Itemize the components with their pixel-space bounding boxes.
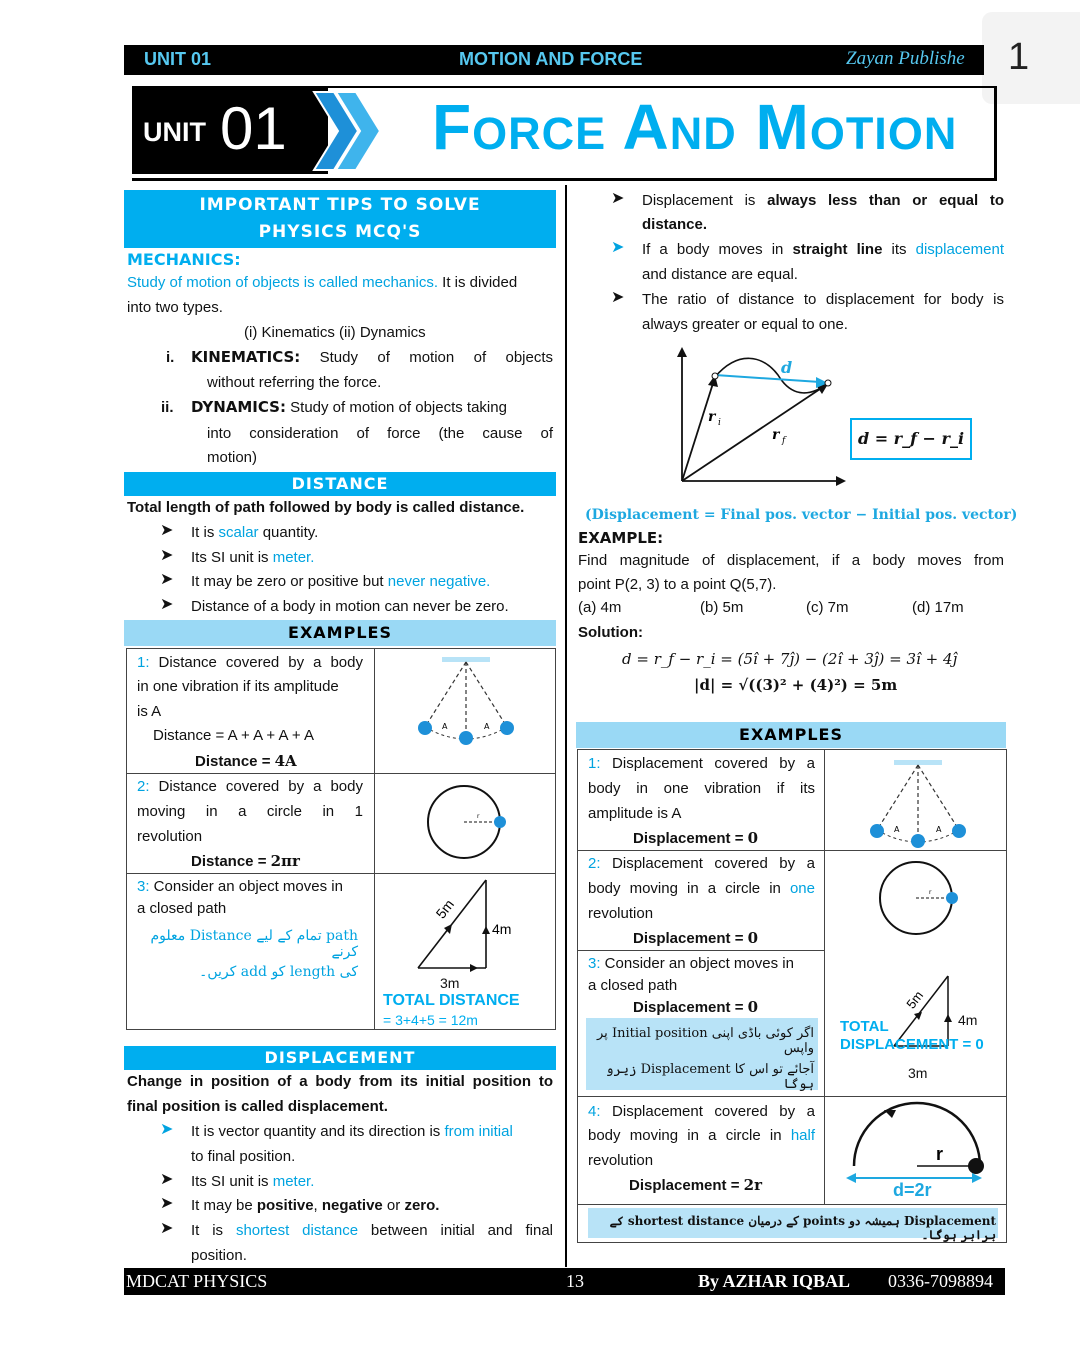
amp-label: A	[936, 825, 942, 834]
solution-line-2: |d| = √((3)² + (4)²) = 5m	[694, 676, 898, 694]
disp-ex2-line2	[588, 876, 815, 901]
example-question-2: point P(2, 3) to a point Q(5,7).	[578, 576, 777, 593]
tips-heading-line1: IMPORTANT TIPS TO SOLVE	[199, 195, 481, 215]
dynamics-line2: into consideration of force (the cause of	[207, 425, 553, 442]
disp-ex4-line1	[588, 1099, 815, 1124]
dist-ex3-line2: a closed path	[137, 900, 227, 917]
vec-rf-sub: f	[782, 436, 786, 446]
disp-ex3-urdu1: اگر کوئی باڈی اپنی Initial position پر واپس	[597, 1026, 814, 1056]
banner-chevrons-icon	[312, 90, 384, 172]
bullet-icon: ➤	[160, 1119, 174, 1138]
tri-hyp: 5m	[903, 987, 927, 1012]
disp-ex3-base: 3m	[908, 1065, 928, 1081]
distance-bullet-2	[191, 545, 314, 570]
disp-ex3-num: 3:	[588, 955, 601, 972]
dist-ex1-ans-value: 4A	[274, 752, 297, 770]
displacement-examples-heading: EXAMPLES	[576, 722, 1006, 748]
disp-b3-b3: zero.	[404, 1197, 440, 1214]
disp-ex2-line3: revolution	[588, 905, 654, 922]
displacement-heading: DISPLACEMENT	[124, 1046, 556, 1070]
disp-ex3-urdu2: آجائے تو اس کا Displacement زیرو ہوگا	[605, 1062, 814, 1092]
rb2-a: If a body moves in	[642, 241, 793, 258]
distance-bullet-4: Distance of a body in motion can never be zero.	[191, 598, 509, 615]
disp-b4-b: between initial and final	[358, 1222, 553, 1239]
dynamics-line1	[191, 395, 553, 420]
page-number: 1	[1008, 36, 1030, 78]
disp-bullet-4-line2: position.	[191, 1247, 247, 1264]
disp-ex2-answer	[633, 926, 758, 951]
disp-bullet-2	[191, 1169, 314, 1194]
kinematics-line2: without referring the force.	[207, 374, 382, 391]
rb1-a: Displacement is	[642, 192, 768, 209]
disp-b4-a: It is	[191, 1222, 236, 1239]
right-bullet-3-line2: always greater or equal to one.	[642, 316, 848, 333]
vec-d: d	[781, 358, 793, 377]
dist-ex2-ans-label: Distance =	[191, 853, 271, 870]
disp-ex3-text1: Consider an object moves in	[600, 955, 794, 972]
banner-title: Force And Motion	[432, 91, 958, 163]
bullet-icon: ➤	[160, 1169, 174, 1188]
disp-ex2-ans-label: Displacement =	[633, 930, 748, 947]
distance-definition: Total length of path followed by body is called distance.	[127, 499, 525, 516]
dist-ex2-text1: Distance covered by a body	[149, 778, 363, 795]
disp-ex2-l2c: one	[789, 880, 815, 897]
bullet-icon: ➤	[160, 520, 174, 539]
displacement-def2: final position is called displacement.	[127, 1098, 388, 1115]
dynamics-num: ii.	[161, 399, 174, 416]
displacement-def1: Change in position of a body from its initial position to	[127, 1073, 553, 1090]
vec-ri: r	[708, 409, 716, 425]
d-b3-a: It may be zero or positive but	[191, 573, 388, 590]
disp-footer-urdu: Displacement ہمیشہ دو points کے درمیان shortest distance کے برابر ہوگا۔	[609, 1214, 996, 1242]
dist-ex3-urdu1: path تمام کے لیے Distance معلوم کرنے	[150, 928, 358, 960]
total-distance-value: = 3+4+5 = 12m	[383, 1012, 478, 1028]
right-bullet-1	[642, 188, 1004, 213]
example-label: EXAMPLE:	[578, 529, 664, 547]
disp-ex4-l2a: body moving in a circle in	[588, 1127, 791, 1144]
header-subject: MOTION AND FORCE	[459, 49, 643, 69]
column-divider	[565, 185, 567, 1267]
footer-author: By AZHAR IQBAL	[698, 1271, 851, 1291]
vec-rf: r	[772, 427, 780, 443]
disp-b3-b1: positive	[256, 1197, 314, 1214]
footer-phone: 0336-7098894	[888, 1271, 993, 1291]
mechanics-def-line2: into two types.	[127, 299, 223, 316]
dist-ex1-ans-label: Distance =	[195, 753, 275, 770]
distance-examples-heading: EXAMPLES	[124, 620, 556, 646]
disp-ex3-ans-value: 0	[747, 998, 759, 1016]
disp-ex2-ans-value: 0	[747, 929, 759, 947]
disp-b3-a: It may be	[191, 1197, 257, 1214]
triangle-diagram	[412, 874, 522, 984]
right-bullet-1-line2: distance.	[642, 216, 708, 233]
vec-ri-sub: i	[718, 418, 721, 428]
disp-ex1-line3: amplitude is A	[588, 805, 682, 822]
disp-ex1-line1	[588, 751, 815, 776]
amp-label: A	[484, 722, 490, 731]
distance-bullet-1	[191, 520, 318, 545]
disp-bullet-1	[191, 1119, 553, 1144]
dist-ex2-answer	[191, 849, 300, 874]
disp-ex1-text1: Displacement covered by a	[600, 755, 815, 772]
disp-ex4-answer	[629, 1173, 762, 1198]
disp-ex3-answer	[633, 995, 758, 1020]
bullet-icon: ➤	[160, 569, 174, 588]
right-bullet-2-line2: and distance are equal.	[642, 266, 798, 283]
total-disp-label-1: TOTAL	[840, 1018, 889, 1035]
footer-left: MDCAT PHYSICS	[126, 1271, 268, 1291]
amp-label: A	[442, 722, 448, 731]
d-b1-a: It is	[191, 524, 219, 541]
solution-line-1: d = r_f − r_i = (5î + 7ĵ) − (2î + 3ĵ) = 3î + 4ĵ	[622, 650, 958, 668]
dist-ex1-answer	[195, 749, 297, 774]
dist-ex1-line3: is A	[137, 703, 162, 720]
rb2-b: straight line	[792, 241, 883, 258]
banner-unit-num: 01	[220, 95, 287, 162]
d-b1-b: quantity.	[258, 524, 319, 541]
disp-bullet-4	[191, 1218, 553, 1243]
option-a[interactable]: (a) 4m	[578, 599, 622, 616]
right-bullet-3: The ratio of distance to displacement for body is	[642, 291, 1004, 308]
disp-ex2-num: 2:	[588, 855, 601, 872]
tips-heading	[124, 190, 556, 248]
pendulum-diagram	[410, 655, 522, 747]
dist-ex2-line3: revolution	[137, 828, 203, 845]
disp-b3-b2: negative	[321, 1197, 383, 1214]
d-b2-c: meter.	[272, 549, 315, 566]
kinematics-num: i.	[166, 349, 175, 366]
option-d[interactable]: (d) 17m	[912, 599, 964, 616]
svg-text:r: r	[929, 889, 932, 896]
disp-b1-c1: from initial	[444, 1123, 513, 1140]
disp-bullet-3	[191, 1193, 439, 1218]
pendulum-diagram	[862, 758, 974, 850]
disp-ex3-ans-label: Displacement =	[633, 999, 748, 1016]
disp-ex1-num: 1:	[588, 755, 601, 772]
bullet-icon: ➤	[611, 287, 625, 306]
disp-ex4-num: 4:	[588, 1103, 601, 1120]
table-divider-v	[824, 749, 825, 1204]
semi-r-label: r	[936, 1144, 944, 1164]
semi-d-label: d=2r	[893, 1180, 932, 1200]
disp-ex1-answer	[633, 826, 758, 851]
mechanics-heading: MECHANICS:	[127, 250, 241, 269]
disp-b3-s1: ,	[313, 1197, 322, 1214]
total-distance-label: TOTAL DISTANCE	[383, 992, 520, 1009]
mechanics-definition	[127, 270, 517, 295]
table-divider-h	[577, 1096, 1006, 1097]
disp-ex4-line2	[588, 1123, 815, 1148]
dist-ex2-ans-value: 2πr	[270, 852, 300, 870]
solution-label: Solution:	[578, 624, 643, 641]
dist-ex3-base: 3m	[440, 975, 460, 991]
distance-bullet-3	[191, 569, 490, 594]
total-disp-label-2: DISPLACEMENT = 0	[840, 1036, 984, 1053]
disp-b3-s2: or	[382, 1197, 405, 1214]
disp-ex4-text1: Displacement covered by a	[600, 1103, 815, 1120]
bullet-icon: ➤	[160, 1218, 174, 1237]
svg-text:r: r	[477, 813, 480, 820]
kinematics-line1	[191, 345, 553, 370]
dist-ex3-num: 3:	[137, 878, 150, 895]
bullet-icon: ➤	[160, 545, 174, 564]
distance-heading: DISTANCE	[124, 472, 556, 496]
disp-ex1-ans-value: 0	[747, 829, 759, 847]
option-b[interactable]: (b) 5m	[700, 599, 744, 616]
tri-hyp: 5m	[432, 896, 458, 922]
kinematics-label: KINEMATICS:	[191, 348, 301, 366]
rb2-c1: its	[882, 241, 916, 258]
displacement-formula-box: d = r_f − r_i	[850, 418, 972, 460]
header-bar	[124, 45, 984, 75]
dist-ex2-line1	[137, 774, 363, 799]
position-vector-diagram	[668, 345, 848, 495]
table-divider-h	[577, 1204, 1006, 1205]
option-c[interactable]: (c) 7m	[806, 599, 849, 616]
circle-diagram	[422, 780, 512, 866]
disp-ex4-ans-value: 2r	[743, 1176, 762, 1194]
displacement-word-formula: (Displacement = Final pos. vector − Initial pos. vector)	[585, 507, 1018, 523]
bullet-icon: ➤	[611, 188, 625, 207]
dist-ex2-num: 2:	[137, 778, 150, 795]
disp-b4-c: shortest distance	[235, 1222, 359, 1239]
footer-page: 13	[566, 1271, 584, 1291]
d-b1-c: scalar	[218, 524, 259, 541]
example-question-1: Find magnitude of displacement, if a body moves from	[578, 552, 1004, 569]
circle-diagram	[874, 856, 964, 942]
d-b3-c: never negative.	[387, 573, 491, 590]
rb2-c2: displacement	[915, 241, 1004, 258]
right-bullet-2	[642, 237, 1004, 262]
header-publisher: Zayan Publishe	[846, 48, 965, 69]
dist-ex1-text1: Distance covered by a body	[149, 654, 363, 671]
disp-ex4-l2c: half	[790, 1127, 815, 1144]
dist-ex3-urdu2: کی length کو add کریں۔	[199, 964, 358, 980]
disp-ex1-ans-label: Displacement =	[633, 830, 748, 847]
disp-ex1-line2: body in one vibration if its	[588, 780, 815, 797]
tips-heading-line2: PHYSICS MCQ'S	[258, 222, 422, 242]
disp-ex3-line2: a closed path	[588, 977, 678, 994]
tri-vert: 4m	[492, 921, 512, 937]
dist-ex3-text1: Consider an object moves in	[149, 878, 343, 895]
mechanics-def-rest: It is divided	[438, 274, 518, 291]
bullet-icon: ➤	[611, 237, 625, 256]
table-divider-v	[374, 648, 375, 1029]
disp-ex4-ans-label: Displacement =	[629, 1177, 744, 1194]
disp-b2-a: Its SI unit is	[191, 1173, 273, 1190]
mechanics-def-cyan: Study of motion of objects is called mechanics.	[127, 274, 438, 291]
semicircle-diagram	[836, 1098, 996, 1184]
disp-ex2-l2a: body moving in a circle in	[588, 880, 790, 897]
disp-ex3-vert: 4m	[958, 1012, 978, 1028]
disp-ex4-line3: revolution	[588, 1152, 654, 1169]
mechanics-types: (i) Kinematics (ii) Dynamics	[244, 324, 426, 341]
footer-bar	[124, 1268, 1005, 1295]
dist-ex1-line1	[137, 650, 363, 675]
dist-ex2-line2: moving in a circle in 1	[137, 803, 363, 820]
header-unit: UNIT 01	[144, 49, 212, 69]
dist-ex1-line2: in one vibration if its amplitude	[137, 678, 339, 695]
dynamics-text1: Study of motion of objects taking	[285, 399, 507, 416]
rb1-b: always less than or equal to	[767, 192, 1004, 209]
banner-unit-word: UNIT	[143, 117, 206, 147]
dist-ex1-equation: Distance = A + A + A + A	[153, 727, 314, 744]
disp-b2-c: meter.	[272, 1173, 315, 1190]
d-b2-a: Its SI unit is	[191, 549, 273, 566]
bullet-icon: ➤	[160, 1193, 174, 1212]
disp-ex2-line1	[588, 851, 815, 876]
disp-bullet-1-line2: to final position.	[191, 1148, 296, 1165]
dynamics-line3: motion)	[207, 449, 258, 466]
dynamics-label: DYNAMICS:	[191, 398, 286, 416]
disp-b1-a: It is vector quantity and its direction is	[191, 1123, 445, 1140]
dist-ex1-num: 1:	[137, 654, 150, 671]
bullet-icon: ➤	[160, 594, 174, 613]
amp-label: A	[894, 825, 900, 834]
kinematics-text1: Study of motion of objects	[300, 349, 553, 366]
disp-ex2-text1: Displacement covered by a	[600, 855, 815, 872]
